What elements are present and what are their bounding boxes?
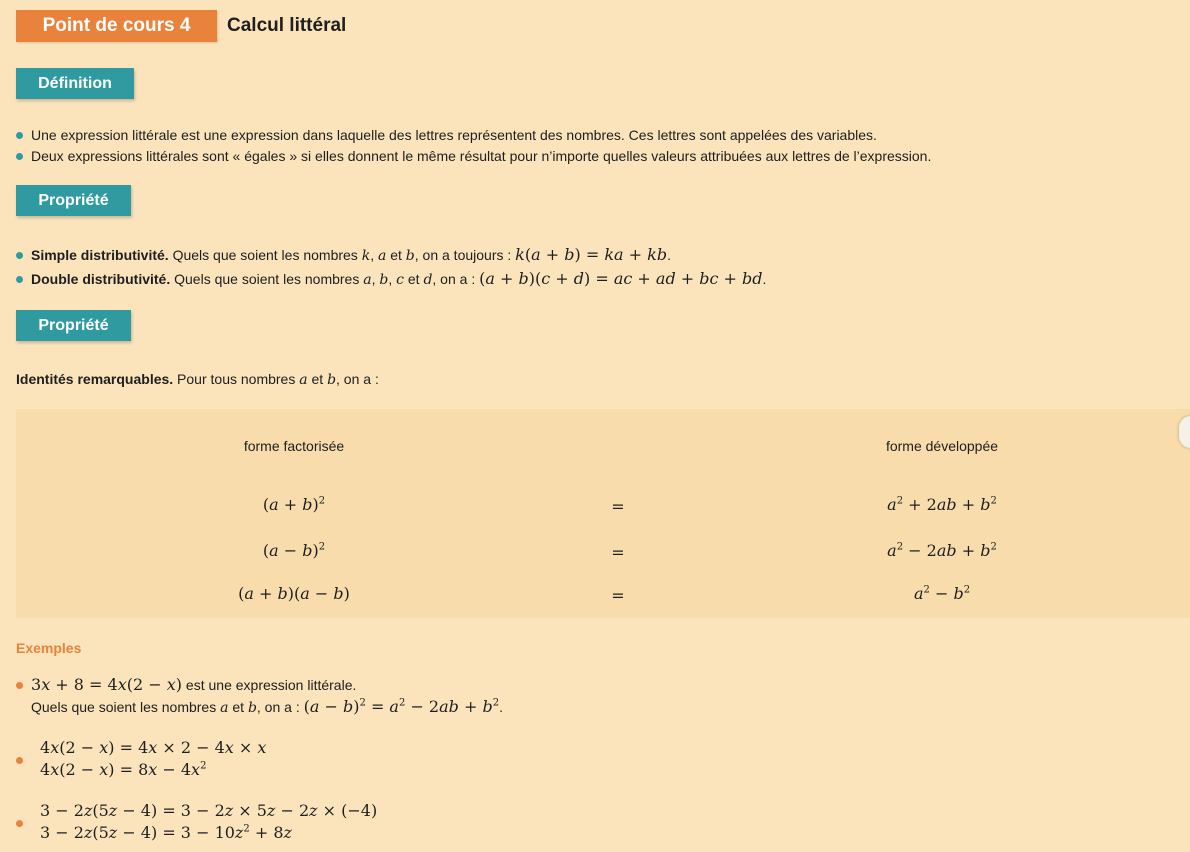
formula: k(a + b) = ka + kb — [515, 245, 668, 264]
text: est une expression littérale. — [182, 677, 357, 693]
formula: d — [423, 272, 433, 288]
text: , on a toujours : — [414, 247, 516, 263]
formula: 3 − 2z(5z − 4) = 3 − 2z × 5z − 2z × (−4) — [40, 801, 378, 820]
identities-table — [16, 409, 1190, 618]
definition-text-2: Deux expressions littérales sont « égales » si elles donnent le même résultat pour n’importe quelles valeurs attribuées aux lettres de l’expression. — [31, 148, 932, 164]
list-item: Double distributivité. Quels que soient les nombres a, b, c et d, on a : (a + b)(c + d) = ac + ad + bc + bd. — [16, 269, 766, 288]
formula: 4x(2 − x) = 4x × 2 − 4x × x — [40, 738, 267, 757]
property-button[interactable]: Propriété — [16, 310, 131, 341]
factored-form: $(a - b)^2$ — [262, 541, 326, 560]
column-header: forme développée — [885, 438, 999, 454]
formula: $3 - 2z(5z - 4) = 3 - 10z^2 + 8z$ — [40, 823, 292, 842]
expanded-form: $a^2 + 2ab + b^2$ — [887, 495, 997, 514]
text: Pour tous nombres — [173, 371, 300, 387]
definition-text-1: Une expression littérale est une expression dans laquelle des lettres représentent des nombres. Ces lettres sont appelées des variables. — [31, 127, 877, 143]
simple-distributivity-label: Simple distributivité. — [31, 247, 169, 263]
formula: c — [396, 272, 404, 288]
text: , on a : — [432, 271, 480, 287]
equals-sign: = — [611, 543, 625, 562]
text: et — [228, 699, 248, 715]
formula: b — [327, 372, 337, 388]
identities-intro — [16, 371, 379, 388]
bullet-icon — [16, 276, 23, 283]
formula: $(a - b)^2 = a^2 - 2ab + b^2$ — [303, 697, 500, 716]
factored-form: $(a + b)^2$ — [262, 495, 326, 514]
expanded-form: $a^2 - 2ab + b^2$ — [887, 541, 997, 560]
text: Quels que soient les nombres — [170, 271, 364, 287]
formula: a — [220, 700, 229, 716]
list-item: Simple distributivité. Quels que soient les nombres k, a et b, on a toujours : k(a + b) = ka + kb. — [16, 245, 671, 264]
definition-button[interactable]: Définition — [16, 68, 134, 99]
double-distributivity-label: Double distributivité. — [31, 271, 171, 287]
list-item — [16, 127, 877, 143]
equals-sign: = — [611, 497, 625, 516]
list-item — [16, 148, 931, 164]
bullet-icon — [16, 132, 23, 139]
example-line: Quels que soient les nombres a et b, on a : $(a - b)^2 = a^2 - 2ab + b^2$. — [31, 697, 503, 716]
bullet-icon — [16, 757, 23, 764]
expanded-form: $a^2 - b^2$ — [913, 584, 971, 603]
formula: b — [247, 700, 257, 716]
text: Quels que soient les nombres — [168, 247, 362, 263]
page-title: Calcul littéral — [227, 15, 347, 36]
formula: a — [377, 248, 387, 264]
equals-sign: = — [611, 586, 625, 605]
bullet-icon — [16, 252, 23, 259]
text: , on a : — [256, 699, 304, 715]
list-item — [16, 675, 356, 694]
scroll-handle[interactable] — [1179, 416, 1190, 448]
property-button[interactable]: Propriété — [16, 185, 131, 216]
identities-label: Identités remarquables. — [16, 371, 174, 387]
text: Quels que soient les nombres — [31, 699, 221, 715]
bullet-icon — [16, 682, 23, 689]
formula: b — [379, 272, 389, 288]
factored-form: (a + b)(a − b) — [238, 584, 350, 603]
bullet-icon — [16, 820, 23, 827]
formula: a — [299, 372, 308, 388]
column-header: forme factorisée — [243, 438, 345, 454]
text: et — [307, 371, 328, 387]
formula: k — [361, 248, 371, 264]
formula: $4x(2 - x) = 8x - 4x^2$ — [40, 760, 207, 779]
formula: (a + b)(c + d) = ac + ad + bc + bd — [479, 269, 763, 288]
bullet-icon — [16, 153, 23, 160]
text: , on a : — [336, 371, 379, 387]
formula: b — [405, 248, 415, 264]
chapter-tag: Point de cours 4 — [16, 10, 217, 42]
formula: a — [363, 272, 372, 288]
formula: 3x + 8 = 4x(2 − x) — [31, 675, 183, 694]
examples-title: Exemples — [16, 640, 82, 656]
